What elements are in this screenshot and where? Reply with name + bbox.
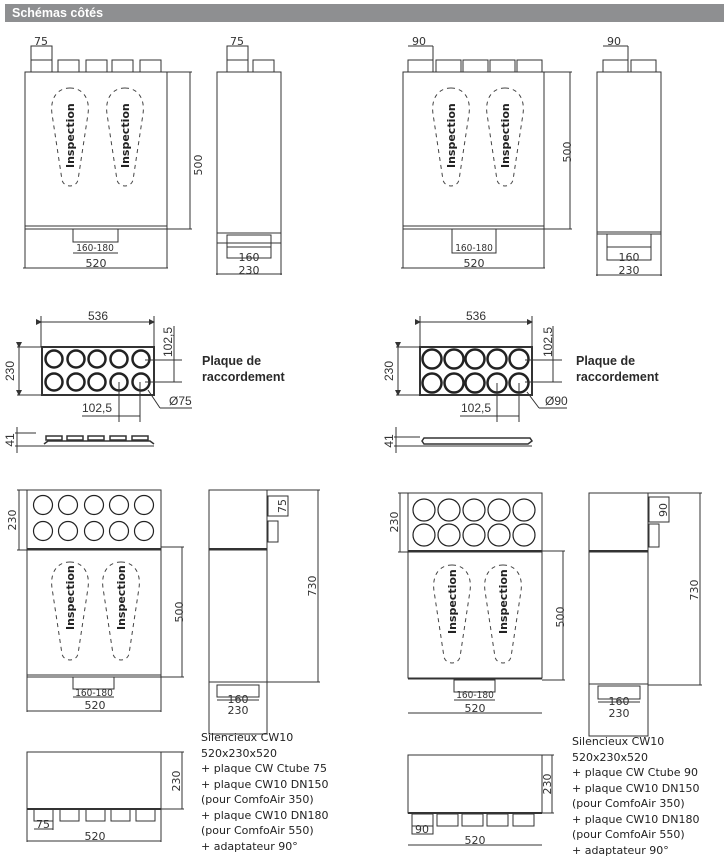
plate-label-line2: raccordement: [202, 370, 285, 384]
desc-line: + plaque CW10 DN180: [572, 812, 700, 826]
dim-left-bottom-port: 160-180: [75, 688, 113, 699]
dim-left-bottom-width: 520: [84, 699, 106, 712]
right-front-bottom-view: [398, 493, 565, 713]
inspection-label: Inspection: [499, 103, 512, 168]
dim-right-plate-spacing-v: 102,5: [541, 326, 555, 358]
inspection-label: Inspection: [446, 569, 459, 634]
left-front-bottom-view: [17, 490, 184, 712]
dim-right-side-bottom-port: 160: [608, 695, 630, 708]
desc-line: (pour ComfoAir 550): [572, 828, 685, 841]
inspection-label: Inspection: [64, 103, 77, 168]
desc-line: (pour ComfoAir 350): [201, 793, 314, 806]
dim-left-plate-thickness: 41: [3, 433, 17, 447]
left-front-top-view: [23, 46, 192, 268]
dim-left-side-bottom-depth: 230: [227, 704, 249, 717]
dim-left-side-bottom-total: 730: [306, 575, 319, 597]
right-plan-view: [408, 755, 554, 845]
desc-line: (pour ComfoAir 350): [572, 797, 685, 810]
dim-left-front-port: 160-180: [76, 243, 114, 254]
dim-left-bottom-height: 500: [173, 601, 186, 623]
left-side-top-view: [216, 46, 282, 275]
dim-left-side-bottom-port: 160: [227, 693, 249, 706]
dim-right-front-height: 500: [561, 141, 574, 163]
dim-left-plan-width: 520: [84, 830, 106, 843]
dim-right-bottom-port: 160-180: [456, 690, 494, 701]
dim-left-plate-diameter: Ø75: [169, 394, 192, 408]
inspection-label: Inspection: [497, 569, 510, 634]
right-side-bottom-view: [589, 493, 702, 736]
dim-right-front-width: 520: [463, 257, 485, 270]
dim-left-side-pipe: 75: [230, 35, 244, 48]
inspection-label: Inspection: [445, 103, 458, 168]
dim-left-plan-height: 230: [170, 770, 183, 792]
dim-right-plate-diameter: Ø90: [545, 394, 568, 408]
dim-left-bottom-plate-height: 230: [6, 509, 19, 531]
dim-left-side-depth: 230: [238, 264, 260, 277]
dim-left-plan-pipe: 75: [36, 818, 50, 831]
right-product-description: [572, 734, 699, 858]
dim-right-plate-width: 536: [465, 309, 487, 323]
dim-right-plate-thickness: 41: [382, 434, 396, 448]
dim-right-plan-width: 520: [464, 834, 486, 847]
plate-label-line1: Plaque de: [576, 354, 636, 368]
desc-line: (pour ComfoAir 550): [201, 824, 314, 837]
dim-right-side-port: 160: [618, 251, 640, 264]
desc-line: 520x230x520: [572, 750, 649, 764]
inspection-label: Inspection: [64, 565, 77, 630]
dim-left-plate-width: 536: [87, 309, 109, 323]
dim-right-plan-pipe: 90: [415, 823, 429, 836]
left-plan-view: [27, 752, 184, 842]
dim-left-plate-height: 230: [3, 360, 17, 382]
dim-left-side-port: 160: [238, 251, 260, 264]
left-product-description: [201, 730, 328, 854]
left-side-bottom-view: [209, 490, 320, 734]
dim-left-plate-spacing-v: 102,5: [161, 326, 175, 358]
dim-left-plate-spacing-h: 102,5: [81, 401, 113, 415]
dim-left-side-bottom-pipe: 75: [276, 499, 289, 513]
dim-right-plate-height: 230: [382, 360, 396, 382]
desc-line: + plaque CW Ctube 75: [201, 762, 327, 775]
dim-right-bottom-plate-height: 230: [388, 511, 401, 533]
desc-line: + plaque CW10 DN150: [201, 777, 329, 791]
inspection-label: Inspection: [115, 565, 128, 630]
desc-line: + plaque CW10 DN180: [201, 808, 329, 822]
dim-left-front-width: 520: [85, 257, 107, 270]
desc-line: + plaque CW10 DN150: [572, 781, 700, 795]
right-front-top-view: [401, 46, 572, 268]
dim-right-side-bottom-depth: 230: [608, 707, 630, 720]
dim-right-front-port: 160-180: [455, 243, 493, 254]
dim-right-side-bottom-pipe: 90: [657, 503, 670, 517]
desc-line: 520x230x520: [201, 746, 278, 760]
dim-right-side-bottom-total: 730: [688, 579, 701, 601]
section-title: Schémas côtés: [12, 6, 104, 20]
desc-line: Silencieux CW10: [572, 735, 665, 748]
right-side-top-view: [596, 46, 662, 276]
dim-left-front-pipe: 75: [34, 35, 48, 48]
desc-line: Silencieux CW10: [201, 731, 294, 744]
dim-right-plate-spacing-h: 102,5: [460, 401, 492, 415]
plate-label-line2: raccordement: [576, 370, 659, 384]
dim-right-side-depth: 230: [618, 264, 640, 277]
dim-right-bottom-height: 500: [554, 606, 567, 628]
dim-right-front-pipe: 90: [412, 35, 426, 48]
dim-right-side-pipe: 90: [607, 35, 621, 48]
desc-line: + plaque CW Ctube 90: [572, 766, 698, 779]
dim-right-plan-height: 230: [541, 773, 554, 795]
plate-label-line1: Plaque de: [202, 354, 262, 368]
desc-line: + adaptateur 90°: [201, 839, 298, 853]
dim-right-bottom-width: 520: [464, 702, 486, 715]
desc-line: + adaptateur 90°: [572, 843, 669, 857]
inspection-label: Inspection: [119, 103, 132, 168]
dim-left-front-height: 500: [192, 154, 205, 176]
